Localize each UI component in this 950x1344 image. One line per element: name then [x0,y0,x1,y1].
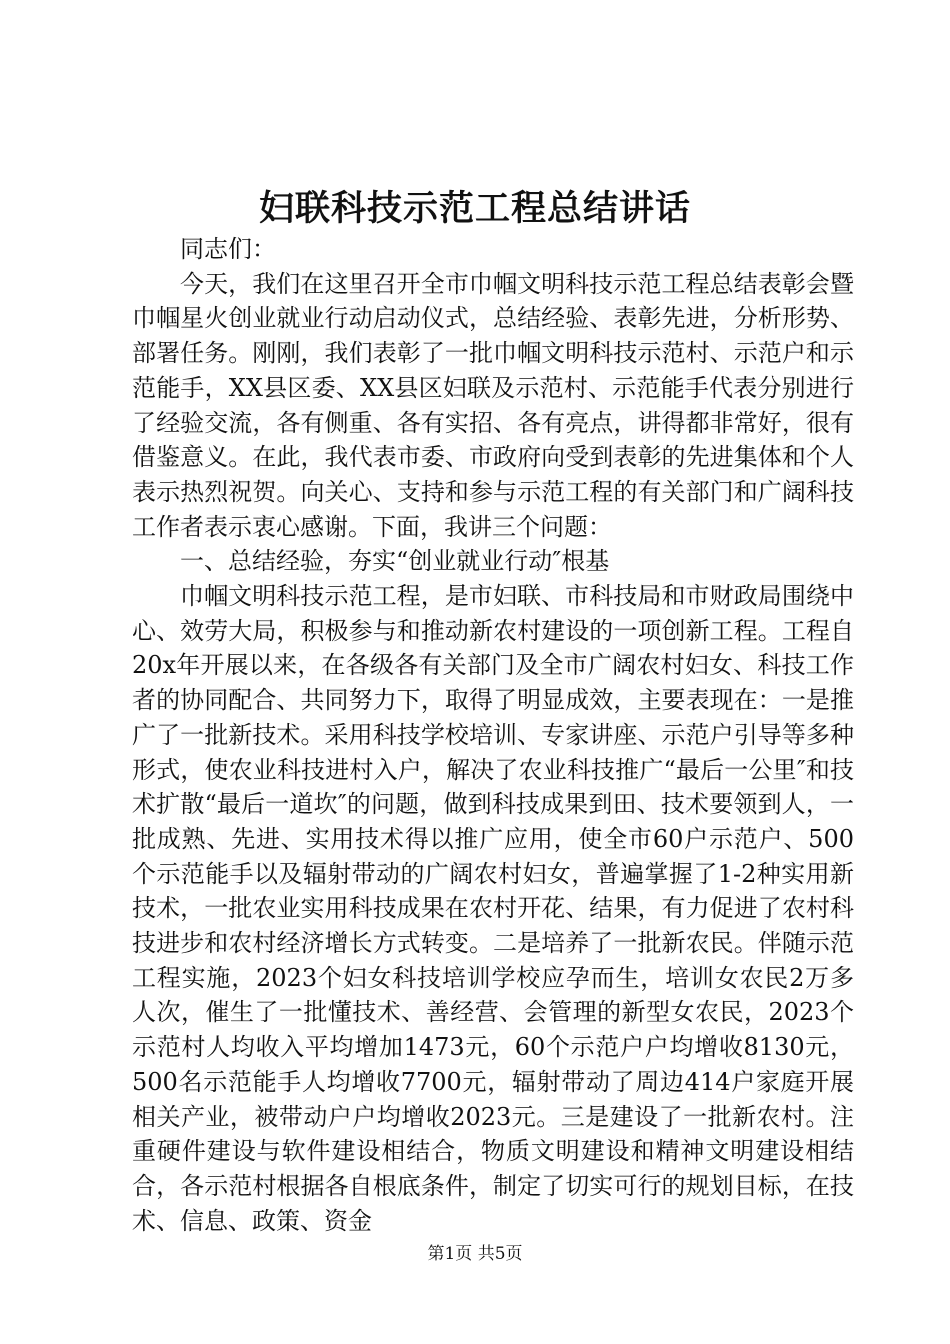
document-title: 妇联科技示范工程总结讲话 [258,188,691,229]
greeting-paragraph: 同志们： [180,235,276,263]
intro-paragraph: 今天，我们在这里召开全市巾帼文明科技示范工程总结表彰会暨巾帼星火创业就业行动启动仪式，总结经验、表彰先进，分析形势、部署任务。刚刚，我们表彰了一批巾帼文明科技示范村、示范户和示范能手，XX县区委、XX县区妇联及示范村、示范能手代表分别进行了经验交流，各有侧重、各有实招、各有亮点，讲得都非常好，很有借鉴意义。在此，我代表市委、市政府向受到表彰的先进集体和个人表示热烈祝贺。向关心、支持和参与示范工程的有关部门和广阔科技工作者表示衷心感谢。下面，我讲三个问题： [132,269,854,541]
document-body [132,232,854,1238]
page-footer: 第1页 共5页 [427,1244,523,1264]
section-heading: 一、总结经验，夯实“创业就业行动″根基 [180,547,610,576]
body-paragraph: 巾帼文明科技示范工程，是市妇联、市科技局和市财政局围绕中心、效劳大局，积极参与和推动新农村建设的一项创新工程。工程自20x年开展以来，在各级各有关部门及全市广阔农村妇女、科技工作者的协同配合、共同努力下，取得了明显成效，主要表现在：一是推广了一批新技术。采用科技学校培训、专家讲座、示范户引导等多种形式，使农业科技进村入户，解决了农业科技推广“最后一公里″和技术扩散“最后一道坎″的问题，做到科技成果到田、技术要领到人，一批成熟、先进、实用技术得以推广应用，使全市60户示范户、500个示范能手以及辐射带动的广阔农村妇女，普遍掌握了1-2种实用新技术，一批农业实用科技成果在农村开花、结果，有力促进了农村科技进步和农村经济增长方式转变。二是培养了一批新农民。伴随示范工程实施，2023个妇女科技培训学校应孕而生，培训女农民2万多人次，催生了一批懂技术、善经营、会管理的新型女农民，2023个示范村人均收入平均增加1473元，60个示范户户均增收8130元，500名示范能手人均增收7700元，辐射带动了周边414户家庭开展相关产业，被带动户户均增收2023元。三是建设了一批新农村。注重硬件建设与软件建设相结合，物质文明建设和精神文明建设相结合，各示范村根据各自根底条件，制定了切实可行的规划目标，在技术、信息、政策、资金 [132,582,854,1235]
